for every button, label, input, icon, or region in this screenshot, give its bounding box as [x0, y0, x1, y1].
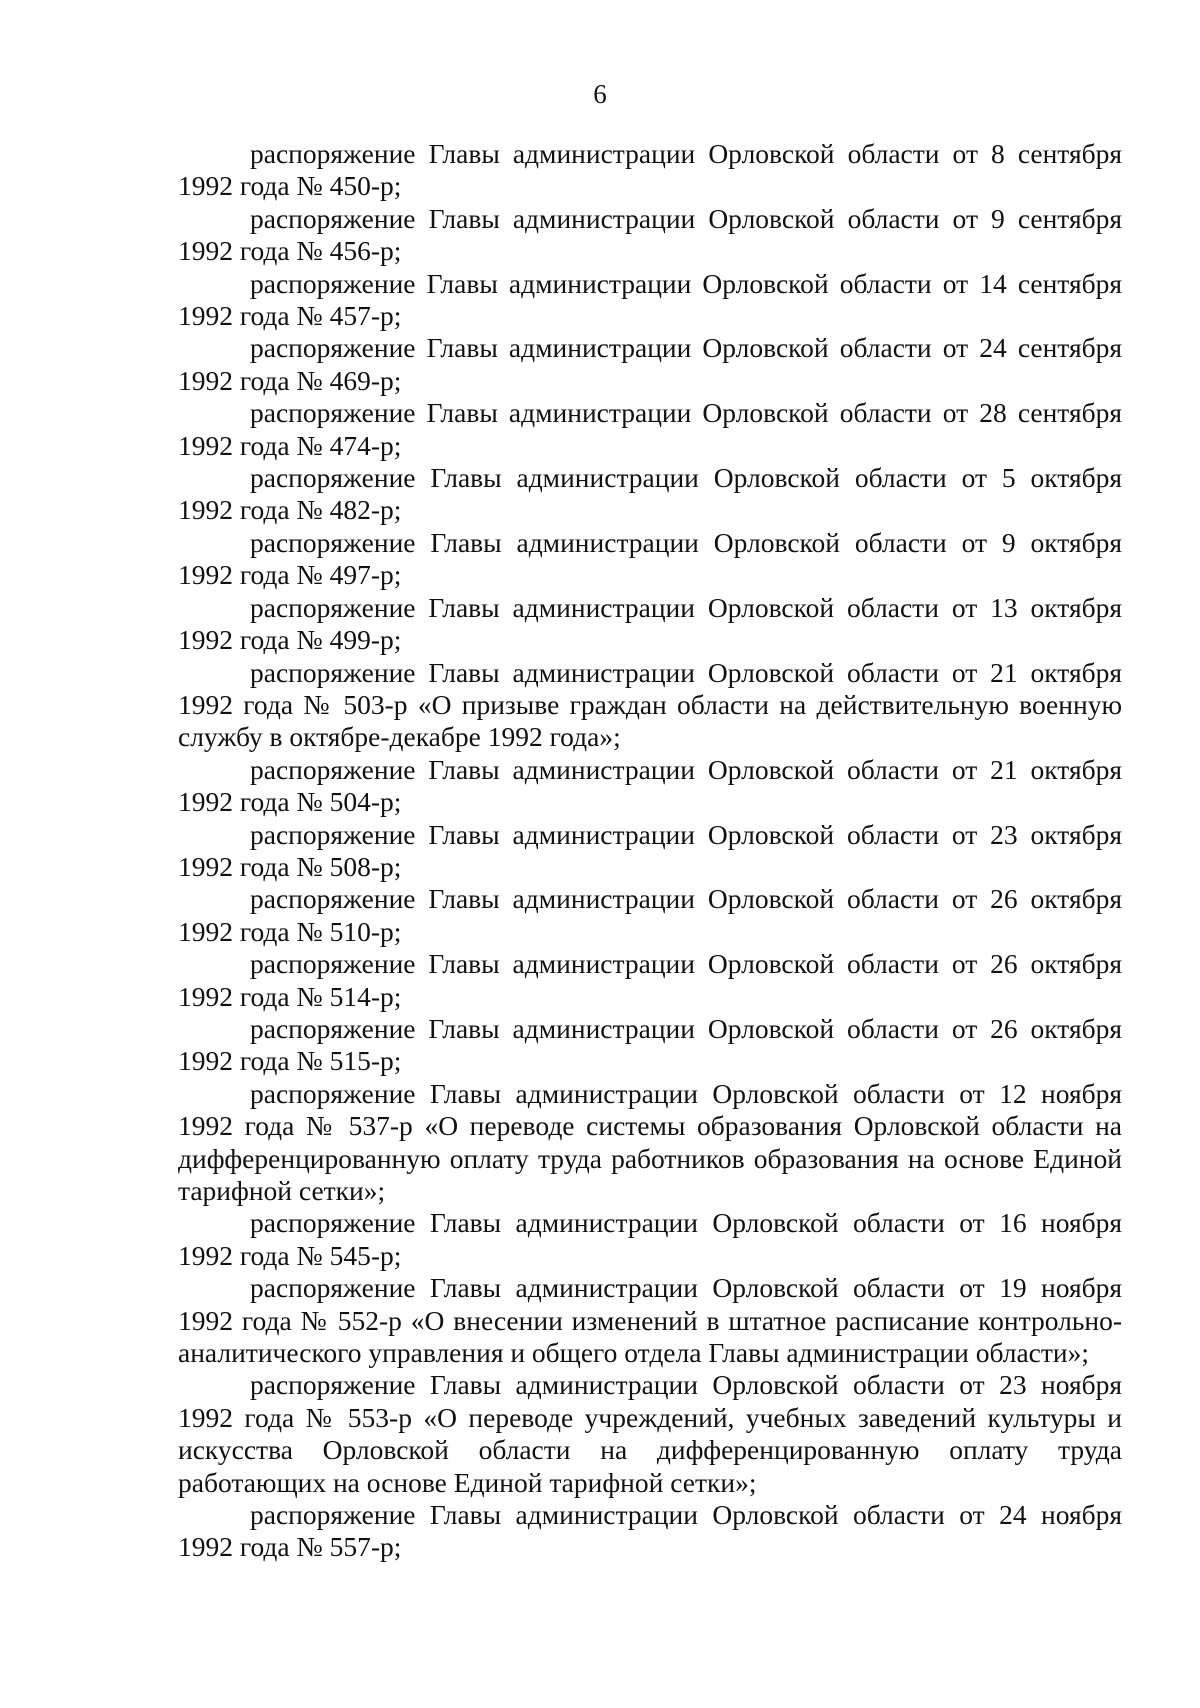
- order-paragraph: распоряжение Главы администрации Орловской области от 24 ноября 1992 года № 557-р;: [178, 1499, 1122, 1563]
- order-paragraph: распоряжение Главы администрации Орловской области от 26 октября 1992 года № 510-р;: [178, 883, 1122, 947]
- order-paragraph: распоряжение Главы администрации Орловской области от 8 сентября 1992 года № 450-р;: [178, 138, 1122, 202]
- order-paragraph: распоряжение Главы администрации Орловской области от 9 сентября 1992 года № 456-р;: [178, 202, 1122, 267]
- order-paragraph: распоряжение Главы администрации Орловской области от 19 ноября 1992 года № 552-р «О внесении изменений в штатное расписание контрольно-аналитического управления и общего отдела Главы администрации области»;: [178, 1272, 1122, 1369]
- order-paragraph: распоряжение Главы администрации Орловской области от 14 сентября 1992 года № 457-р;: [178, 267, 1122, 332]
- order-paragraph: распоряжение Главы администрации Орловской области от 26 октября 1992 года № 515-р;: [178, 1012, 1122, 1077]
- order-paragraph: распоряжение Главы администрации Орловской области от 21 октября 1992 года № 504-р;: [178, 753, 1122, 818]
- order-paragraph: распоряжение Главы администрации Орловской области от 21 октября 1992 года № 503-р «О призыве граждан области на действительную военную службу в октябре-декабре 1992 года»;: [178, 656, 1122, 753]
- order-paragraph: распоряжение Главы администрации Орловской области от 24 сентября 1992 года № 469-р;: [178, 332, 1122, 396]
- document-body: [178, 138, 1122, 1564]
- order-paragraph: распоряжение Главы администрации Орловской области от 12 ноября 1992 года № 537-р «О переводе системы образования Орловской области на дифференцированную оплату труда работников образования на основе Единой тарифной сетки»;: [178, 1077, 1122, 1206]
- order-paragraph: распоряжение Главы администрации Орловской области от 23 ноября 1992 года № 553-р «О переводе учреждений, учебных заведений культуры и искусства Орловской области на дифференцированную оплату труда работающих на основе Единой тарифной сетки»;: [178, 1369, 1122, 1498]
- order-paragraph: распоряжение Главы администрации Орловской области от 26 октября 1992 года № 514-р;: [178, 948, 1122, 1012]
- order-paragraph: распоряжение Главы администрации Орловской области от 23 октября 1992 года № 508-р;: [178, 818, 1122, 882]
- order-paragraph: распоряжение Главы администрации Орловской области от 28 сентября 1992 года № 474-р;: [178, 397, 1122, 461]
- page-number: 6: [593, 79, 607, 109]
- order-paragraph: распоряжение Главы администрации Орловской области от 13 октября 1992 года № 499-р;: [178, 591, 1122, 656]
- order-paragraph: распоряжение Главы администрации Орловской области от 5 октября 1992 года № 482-р;: [178, 462, 1122, 526]
- order-paragraph: распоряжение Главы администрации Орловской области от 16 ноября 1992 года № 545-р;: [178, 1207, 1122, 1271]
- order-paragraph: распоряжение Главы администрации Орловской области от 9 октября 1992 года № 497-р;: [178, 526, 1122, 591]
